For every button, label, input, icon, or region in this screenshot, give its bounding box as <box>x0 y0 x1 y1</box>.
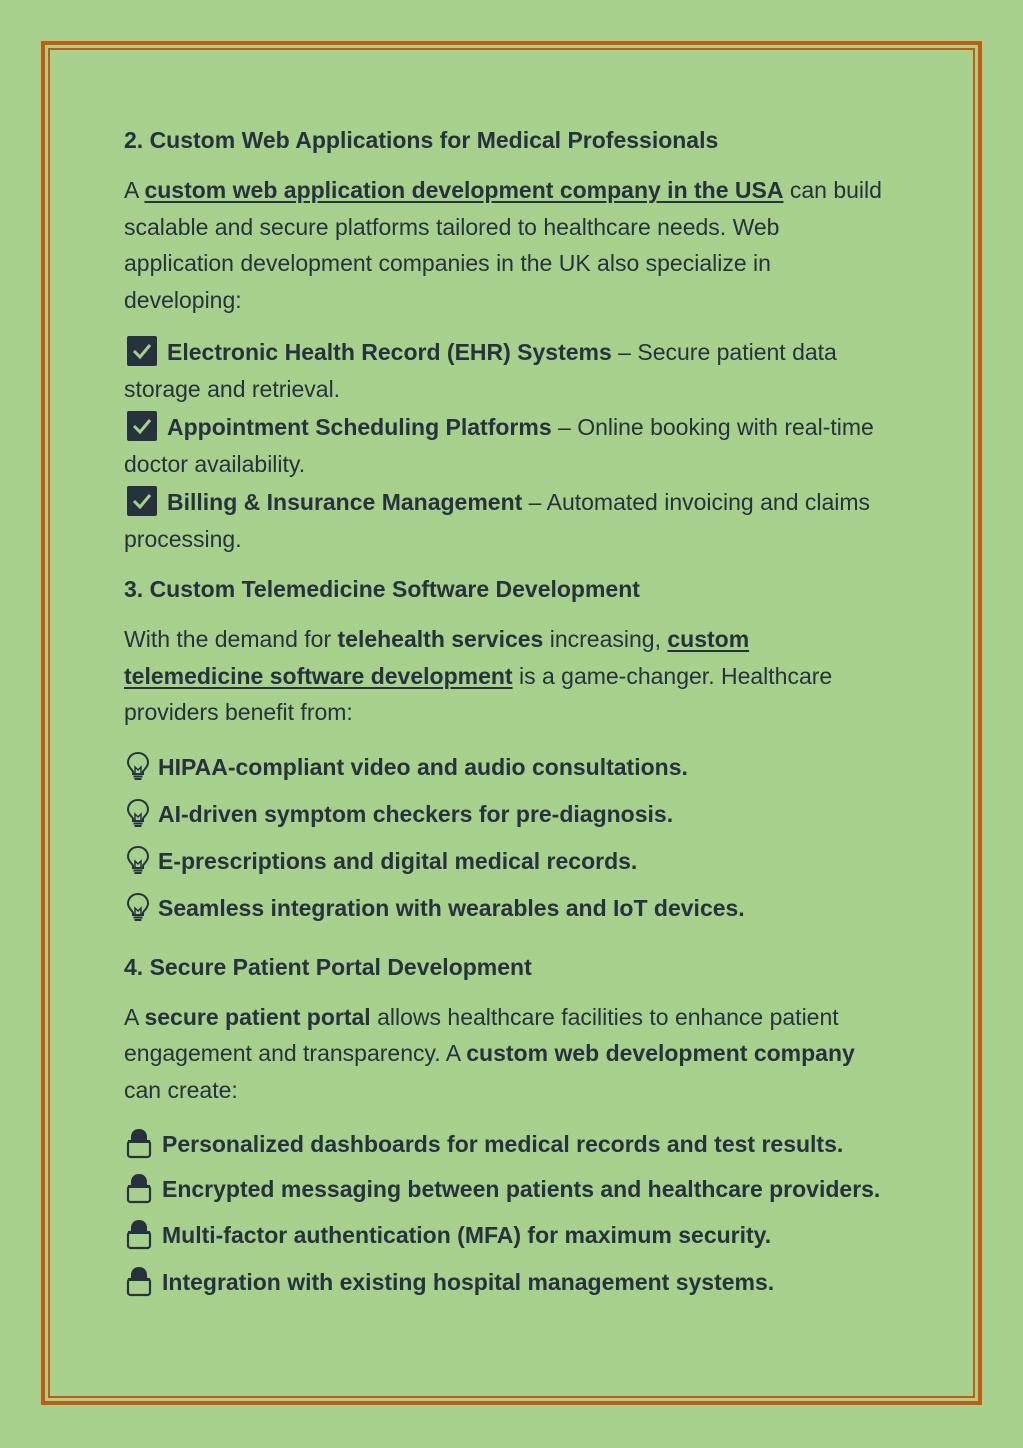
section3-heading: 3. Custom Telemedicine Software Development <box>124 576 640 602</box>
lock-icon <box>124 1218 154 1262</box>
list-item: Seamless integration with wearables and IoT devices. <box>124 888 894 935</box>
check-icon <box>127 486 157 516</box>
lightbulb-icon <box>124 750 152 794</box>
list-item: AI-driven symptom checkers for pre-diagnosis. <box>124 794 894 841</box>
lock-icon <box>124 1265 154 1309</box>
list-item: Appointment Scheduling Platforms – Online booking with real-time doctor availability. <box>124 409 894 482</box>
list-item: Multi-factor authentication (MFA) for maximum security. <box>124 1215 894 1262</box>
check-icon <box>127 411 157 441</box>
list-item: HIPAA-compliant video and audio consultations. <box>124 747 894 794</box>
section4-intro: A secure patient portal allows healthcare facilities to enhance patient engagement and transparency. A custom web development company can create: <box>124 1003 855 1103</box>
list-item: Electronic Health Record (EHR) Systems – Secure patient data storage and retrieval. <box>124 334 894 407</box>
list-item: E-prescriptions and digital medical records. <box>124 841 894 888</box>
lightbulb-icon <box>124 797 152 841</box>
lock-icon <box>124 1127 154 1171</box>
list-item: Billing & Insurance Management – Automated invoicing and claims processing. <box>124 484 894 557</box>
custom-web-app-link[interactable]: custom web application development company in the USA <box>144 177 784 203</box>
lightbulb-icon <box>124 891 152 935</box>
list-item: Integration with existing hospital management systems. <box>124 1262 894 1309</box>
section3-intro: With the demand for telehealth services increasing, custom telemedicine software development is a game-changer. Healthcare providers benefit from: <box>124 626 833 725</box>
section2-heading: 2. Custom Web Applications for Medical Professionals <box>124 127 719 153</box>
lightbulb-icon <box>124 844 152 888</box>
lock-icon <box>124 1172 154 1215</box>
list-item: Personalized dashboards for medical records and test results. <box>124 1124 894 1171</box>
section4-heading: 4. Secure Patient Portal Development <box>124 953 532 980</box>
document-content <box>124 122 894 1309</box>
list-item: Encrypted messaging between patients and healthcare providers. <box>124 1171 894 1215</box>
check-icon <box>127 336 157 366</box>
section2-intro: A custom web application development company in the USA can build scalable and secure platforms tailored to healthcare needs. Web application development companies in the UK also specialize in developing: <box>124 177 882 313</box>
telemedicine-link[interactable]: custom telemedicine software development <box>124 626 750 689</box>
